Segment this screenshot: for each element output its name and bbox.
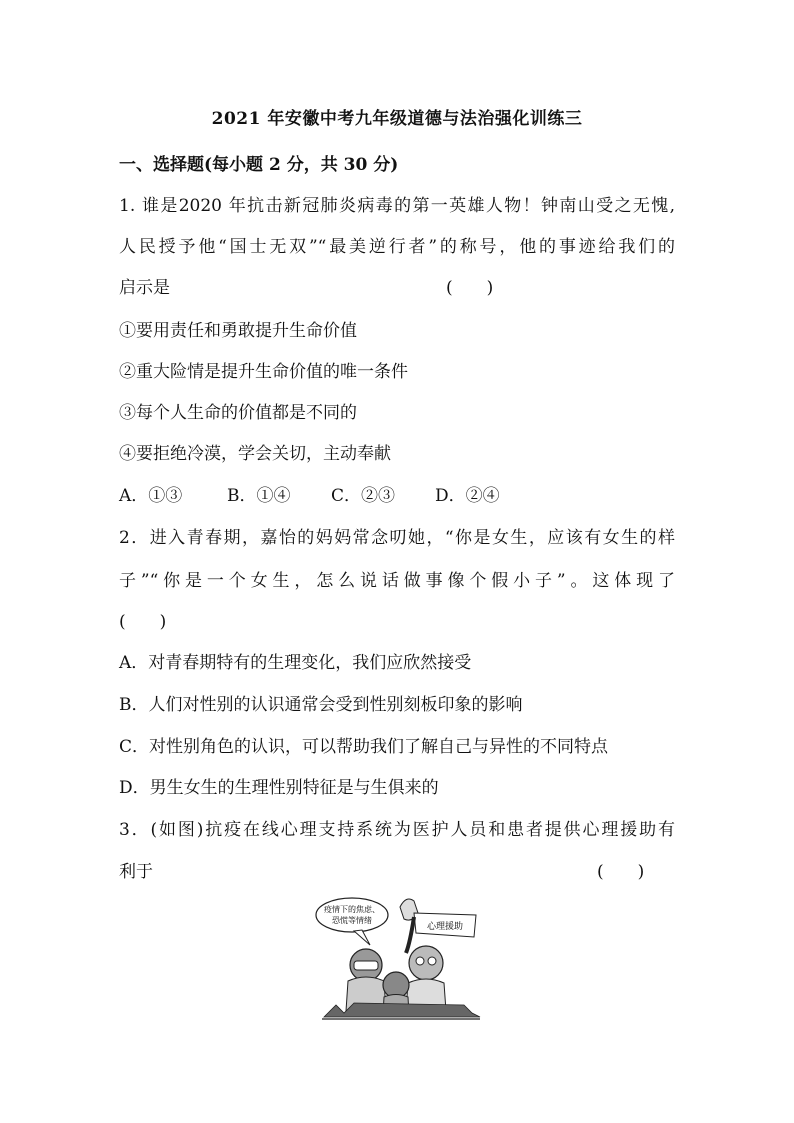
bubble-text-1: 疫情下的焦虑、: [324, 905, 380, 914]
q2-stem-line2: 子”“你是一个女生，怎么说话做事像个假小子”。这体现了: [119, 571, 675, 591]
q1-options: [119, 481, 500, 506]
q2-stem-line1: 2．进入青春期，嘉怡的妈妈常念叨她，“你是女生，应该有女生的样: [119, 528, 675, 548]
q1-option-d: D．②④: [435, 486, 500, 506]
q3-answer-bracket: ( ): [597, 862, 645, 882]
page-title: 2021 年安徽中考九年级道德与法治强化训练三: [211, 109, 583, 129]
q1-statement-3: ③每个人生命的价值都是不同的: [119, 403, 357, 423]
q1-answer-bracket: ( ): [446, 278, 494, 298]
label-text: 心理援助: [426, 922, 464, 932]
q1-option-c: C．②③: [331, 486, 396, 506]
bubble-text-2: 恐慌等情绪: [332, 916, 372, 925]
eye-shape: [428, 957, 436, 965]
q3-stem-line1: 3．(如图)抗疫在线心理支持系统为医护人员和患者提供心理援助有: [119, 820, 675, 840]
q1-statement-1: ①要用责任和勇敢提升生命价值: [119, 321, 357, 341]
goggles-shape: [354, 961, 378, 970]
section-heading: 一、选择题(每小题 2 分，共 30 分): [119, 155, 399, 175]
patient-head: [409, 946, 443, 980]
q1-statement-2: ②重大险情是提升生命价值的唯一条件: [119, 362, 408, 382]
q2-option-d: D．男生女生的生理性别特征是与生俱来的: [119, 778, 439, 798]
q2-option-c: C．对性别角色的认识，可以帮助我们了解自己与异性的不同特点: [119, 737, 609, 757]
eye-shape: [416, 957, 424, 965]
speech-bubble: [316, 898, 388, 932]
speech-bubble-tail: [354, 930, 370, 945]
q1-statement-4: ④要拒绝冷漠，学会关切，主动奉献: [119, 444, 391, 464]
q1-option-b: B．①④: [227, 486, 291, 506]
q1-stem-line1: 1. 谁是2020 年抗击新冠肺炎病毒的第一英雄人物！钟南山受之无愧,: [119, 196, 675, 216]
q1-stem-line2: 人民授予他“国士无双”“最美逆行者”的称号，他的事迹给我们的: [119, 237, 675, 257]
q2-option-b: B．人们对性别的认识通常会受到性别刻板印象的影响: [119, 695, 523, 715]
q2-option-a: A．对青春期特有的生理变化，我们应欣然接受: [119, 653, 472, 673]
q1-option-a: A．①③: [119, 486, 183, 506]
cartoon-illustration: [314, 893, 484, 1023]
q2-answer-bracket: ( ): [119, 612, 167, 632]
arm-shape: [406, 917, 414, 953]
q1-stem-line3: 启示是: [119, 278, 170, 298]
q3-stem-line2: 利于: [119, 862, 153, 882]
